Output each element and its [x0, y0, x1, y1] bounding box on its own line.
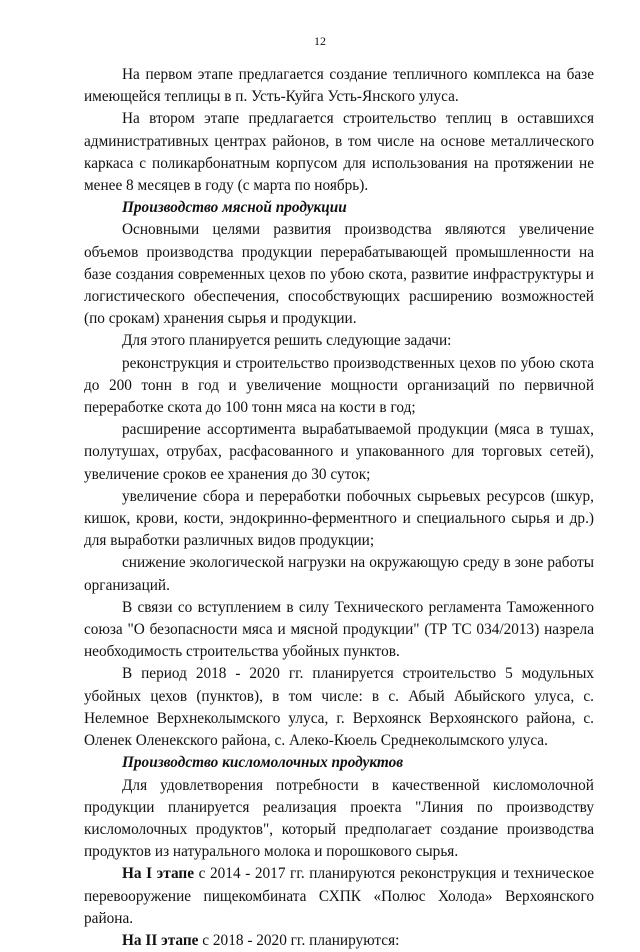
stage-2-label: На II этапе [122, 931, 199, 949]
stage-1-label: На I этапе [122, 865, 195, 883]
stage-2-text: с 2018 - 2020 гг. планируются: [198, 931, 400, 949]
paragraph-task-reconstruction: реконструкция и строительство производственных цехов по убою скота до 200 тонн в год и увеличение мощности организаций по первичной переработке скота до 100 тонн мяса на кости в год; [84, 354, 594, 417]
paragraph-task-byproducts: увеличение сбора и переработки побочных сырьевых ресурсов (шкур, кишок, крови, кости, эндокринно-ферментного и специального сырья и др.) для выработки различных видов продукции; [84, 487, 594, 550]
paragraph-dairy-project: Для удовлетворения потребности в качественной кисломолочной продукции планируется реализация проекта "Линия по производству кисломолочных продуктов", который предполагает создание производства продуктов из натурального молока и порошкового сырья. [84, 776, 594, 861]
page-number: 12 [314, 34, 326, 48]
paragraph-customs-regulation: В связи со вступлением в силу Технического регламента Таможенного союза "О безопасности мяса и мясной продукции" (ТР ТС 034/2013) назрела необходимость строительства убойных пунктов. [84, 598, 594, 661]
section-heading-meat: Производство мясной продукции [122, 199, 347, 217]
paragraph-dairy-stage-1 [84, 863, 594, 930]
paragraph-task-assortment: расширение ассортимента вырабатываемой продукции (мяса в тушах, полутушах, отрубах, расфасованного и упакованного для торговых сетей), увеличение сроков ее хранения до 30 суток; [84, 421, 594, 483]
paragraph-slaughter-points: В период 2018 - 2020 гг. планируется строительство 5 модульных убойных цехов (пунктов), в том числе: в с. Абый Абыйского улуса, с. Нелемное Верхнеколымского улуса, г. Верхоянск Верхоянского района, с. Оленек Оленекского района, с. Алеко-Кюель Среднеколымского улуса. [84, 665, 594, 750]
paragraph-greenhouse-stage-2: На втором этапе предлагается строительство теплиц в оставшихся административных центрах районов, в том числе на основе металлического каркаса с поликарбонатным корпусом для использования на протяжении не менее 8 месяцев в году (с марта по ноябрь). [84, 110, 594, 195]
paragraph-dairy-stage-2 [84, 930, 594, 952]
stage-1-text: с 2014 - 2017 гг. планируются реконструкция и техническое перевооружение пищекомбината СХПК «Полюс Холода» Верхоянского района. [84, 865, 594, 927]
paragraph-task-ecology: снижение экологической нагрузки на окружающую среду в зоне работы организаций. [84, 554, 594, 594]
paragraph-greenhouse-stage-1: На первом этапе предлагается создание тепличного комплекса на базе имеющейся теплицы в п. Усть-Куйга Усть-Янского улуса. [84, 66, 594, 106]
paragraph-tasks-intro: Для этого планируется решить следующие задачи: [122, 332, 452, 350]
document-body [84, 64, 594, 952]
section-heading-dairy: Производство кисломолочных продуктов [122, 754, 404, 772]
paragraph-meat-goals: Основными целями развития производства являются увеличение объемов производства продукции перерабатывающей промышленности на базе создания современных цехов по убою скота, развитие инфраструктуры и логистического обеспечения, способствующих расширению возможностей (по срокам) хранения сырья и продукции. [84, 221, 594, 328]
